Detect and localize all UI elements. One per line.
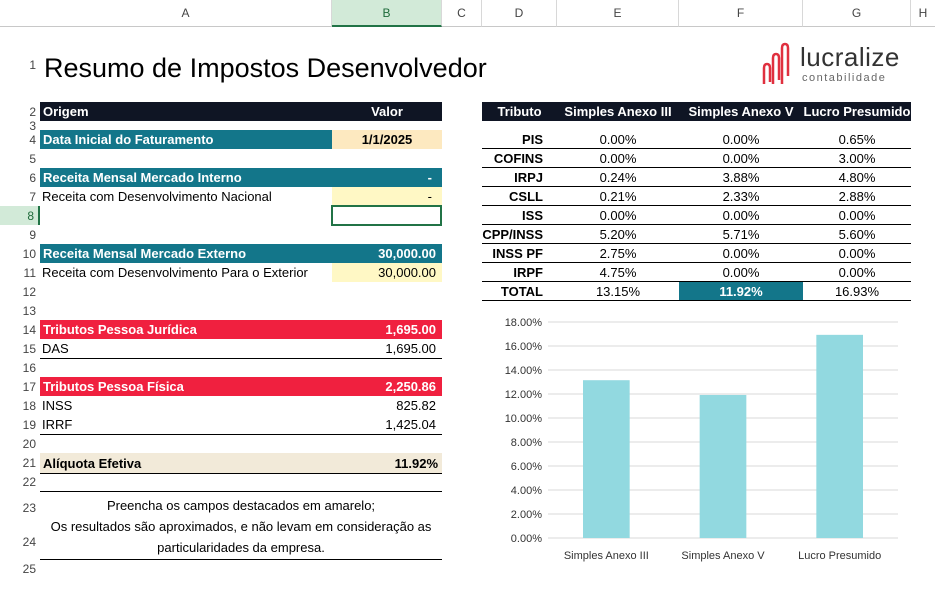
y-tick-label: 10.00% [504, 413, 542, 425]
border-line [40, 559, 442, 560]
row-header-19[interactable]: 19 [22, 417, 36, 432]
receita-nacional-input[interactable]: - [332, 187, 442, 206]
tax-cell-tributo[interactable]: IRPF [482, 263, 557, 282]
tax-cell-anexo-v[interactable]: 0.00% [679, 263, 803, 282]
tax-header-anexo-v[interactable]: Simples Anexo V [679, 102, 803, 121]
tax-cell-anexo-iii[interactable]: 0.00% [557, 130, 679, 149]
row-header-3[interactable]: 3 [29, 118, 36, 133]
row-header-1[interactable]: 1 [29, 57, 36, 72]
row-header-10[interactable]: 10 [22, 246, 36, 261]
row-header-17[interactable]: 17 [22, 379, 36, 394]
y-tick-label: 2.00% [510, 509, 542, 521]
y-tick-label: 8.00% [510, 437, 542, 449]
tax-comparison-chart[interactable] [488, 305, 908, 575]
tax-cell-tributo[interactable]: IRPJ [482, 168, 557, 187]
column-header-c[interactable]: C [442, 0, 482, 27]
tax-cell-anexo-iii[interactable]: 0.00% [557, 206, 679, 225]
tax-cell-tributo[interactable]: COFINS [482, 149, 557, 168]
aliquota-value[interactable]: 11.92% [332, 453, 442, 473]
logo-tagline: contabilidade [802, 72, 887, 84]
chart-bar [583, 380, 630, 538]
row-header-8[interactable]: 8 [0, 206, 40, 225]
selected-cell-b8[interactable] [331, 205, 442, 226]
tax-header-lucro-presumido[interactable]: Lucro Presumido [803, 104, 911, 119]
tax-cell-anexo-v[interactable]: 5.71% [679, 225, 803, 244]
tax-cell-lucro-presumido[interactable]: 0.00% [803, 206, 911, 225]
tax-cell-lucro-presumido[interactable]: 0.00% [803, 263, 911, 282]
y-tick-label: 4.00% [510, 485, 542, 497]
tax-cell-anexo-iii[interactable]: 0.21% [557, 187, 679, 206]
tax-header-anexo-iii[interactable]: Simples Anexo III [557, 102, 679, 121]
row-header-4[interactable]: 4 [29, 132, 36, 147]
tax-cell-tributo[interactable]: PIS [482, 130, 557, 149]
column-header-a[interactable]: A [40, 0, 332, 27]
row-header-22[interactable]: 22 [22, 474, 36, 489]
tax-cell-anexo-iii[interactable]: 5.20% [557, 225, 679, 244]
y-tick-label: 18.00% [504, 317, 542, 329]
receita-exterior-label[interactable]: Receita com Desenvolvimento Para o Exterior [42, 265, 308, 280]
row-header-24[interactable]: 24 [22, 535, 36, 549]
note-line-1: Preencha os campos destacados em amarelo; [106, 498, 376, 513]
border-line [40, 358, 442, 359]
tributos-pj-value[interactable]: 1,695.00 [332, 320, 442, 339]
tax-total-lucro-presumido[interactable]: 16.93% [803, 282, 911, 301]
row-header-21[interactable]: 21 [22, 455, 36, 470]
tax-cell-lucro-presumido[interactable]: 4.80% [803, 168, 911, 187]
note-box[interactable] [40, 493, 442, 557]
y-tick-label: 12.00% [504, 389, 542, 401]
header-valor[interactable]: Valor [332, 102, 442, 121]
column-header-h[interactable]: H [911, 0, 935, 27]
border-line [40, 473, 442, 474]
row-header-9[interactable]: 9 [29, 227, 36, 242]
tributos-pf-value[interactable]: 2,250.86 [332, 377, 442, 396]
tax-cell-lucro-presumido[interactable]: 0.65% [803, 130, 911, 149]
column-header-d[interactable]: D [482, 0, 557, 27]
tax-cell-tributo[interactable]: CSLL [482, 187, 557, 206]
row-header-6[interactable]: 6 [29, 170, 36, 185]
row-header-11[interactable]: 11 [23, 265, 36, 280]
tax-cell-lucro-presumido[interactable]: 0.00% [803, 244, 911, 263]
column-header-e[interactable]: E [557, 0, 679, 27]
y-tick-label: 6.00% [510, 461, 542, 473]
row-header-23[interactable]: 23 [22, 501, 36, 515]
das-label[interactable]: DAS [42, 341, 69, 356]
data-inicial-label[interactable]: Data Inicial do Faturamento [40, 130, 332, 149]
note-line-2: Os resultados são aproximados, e não levam em consideração as [50, 519, 432, 534]
tax-cell-anexo-v[interactable]: 2.33% [679, 187, 803, 206]
inss-label[interactable]: INSS [42, 398, 73, 413]
tax-cell-anexo-iii[interactable]: 2.75% [557, 244, 679, 263]
das-value[interactable]: 1,695.00 [385, 341, 436, 356]
tax-cell-anexo-v[interactable]: 0.00% [679, 130, 803, 149]
tax-cell-tributo[interactable]: ISS [482, 206, 557, 225]
logo-mark-icon [760, 42, 794, 88]
receita-exterior-input[interactable]: 30,000.00 [332, 263, 442, 282]
tax-cell-lucro-presumido[interactable]: 2.88% [803, 187, 911, 206]
x-tick-label: Simples Anexo V [681, 550, 765, 562]
mercado-interno-value[interactable]: - [332, 168, 442, 187]
row-header-12[interactable]: 12 [22, 284, 36, 299]
tax-total-anexo-v[interactable]: 11.92% [679, 282, 803, 301]
tax-cell-anexo-v[interactable]: 0.00% [679, 244, 803, 263]
logo [760, 40, 910, 90]
tax-cell-tributo[interactable]: CPP/INSS [482, 225, 557, 244]
y-tick-label: 0.00% [510, 533, 542, 545]
row-header-5[interactable]: 5 [29, 151, 36, 166]
tax-cell-lucro-presumido[interactable]: 5.60% [803, 225, 911, 244]
row-header-16[interactable]: 16 [22, 360, 36, 375]
mercado-interno-label[interactable]: Receita Mensal Mercado Interno [40, 168, 332, 187]
irrf-value[interactable]: 1,425.04 [385, 417, 436, 432]
note-line-3: particularidades da empresa. [157, 540, 325, 555]
row-header-2[interactable]: 2 [29, 104, 36, 119]
aliquota-label[interactable]: Alíquota Efetiva [40, 453, 332, 473]
page-title: Resumo de Impostos Desenvolvedor [44, 52, 487, 83]
column-header-b[interactable]: B [332, 0, 442, 27]
header-origem[interactable]: Origem [40, 102, 332, 121]
row-header-25[interactable]: 25 [22, 562, 36, 576]
mercado-externo-label[interactable]: Receita Mensal Mercado Externo [40, 244, 332, 263]
tax-cell-anexo-v[interactable]: 3.88% [679, 168, 803, 187]
y-tick-label: 16.00% [504, 341, 542, 353]
tax-total-tributo[interactable]: TOTAL [482, 282, 557, 301]
border-line [40, 491, 442, 492]
column-header-f[interactable]: F [679, 0, 803, 27]
tax-total-anexo-iii[interactable]: 13.15% [557, 282, 679, 301]
chart-bar [700, 395, 747, 538]
corner-cell[interactable] [0, 0, 40, 27]
tax-cell-anexo-iii[interactable]: 0.24% [557, 168, 679, 187]
tax-cell-tributo[interactable]: INSS PF [482, 244, 557, 263]
tax-cell-anexo-iii[interactable]: 4.75% [557, 263, 679, 282]
inss-value[interactable]: 825.82 [396, 398, 436, 413]
tributos-pf-label[interactable]: Tributos Pessoa Física [40, 377, 332, 396]
row-header-13[interactable]: 13 [22, 303, 36, 318]
chart-bar [816, 335, 863, 538]
tax-cell-anexo-v[interactable]: 0.00% [679, 206, 803, 225]
row-header-15[interactable]: 15 [22, 341, 36, 356]
y-tick-label: 14.00% [504, 365, 542, 377]
mercado-externo-value[interactable]: 30,000.00 [332, 244, 442, 263]
row-header-7[interactable]: 7 [29, 189, 36, 204]
tax-cell-lucro-presumido[interactable]: 3.00% [803, 149, 911, 168]
logo-name: lucralize [800, 42, 900, 72]
row-header-14[interactable]: 14 [22, 322, 36, 337]
tributos-pj-label[interactable]: Tributos Pessoa Jurídica [40, 320, 332, 339]
row-header-18[interactable]: 18 [22, 398, 36, 413]
x-tick-label: Lucro Presumido [798, 550, 882, 562]
tax-header-tributo[interactable]: Tributo [482, 102, 557, 121]
receita-nacional-label[interactable]: Receita com Desenvolvimento Nacional [42, 189, 272, 204]
data-inicial-input[interactable]: 1/1/2025 [332, 130, 442, 149]
row-header-20[interactable]: 20 [22, 436, 36, 451]
tax-cell-anexo-v[interactable]: 0.00% [679, 149, 803, 168]
tax-cell-anexo-iii[interactable]: 0.00% [557, 149, 679, 168]
column-header-g[interactable]: G [803, 0, 911, 27]
border-line [40, 434, 442, 435]
irrf-label[interactable]: IRRF [42, 417, 73, 432]
x-tick-label: Simples Anexo III [563, 550, 649, 562]
